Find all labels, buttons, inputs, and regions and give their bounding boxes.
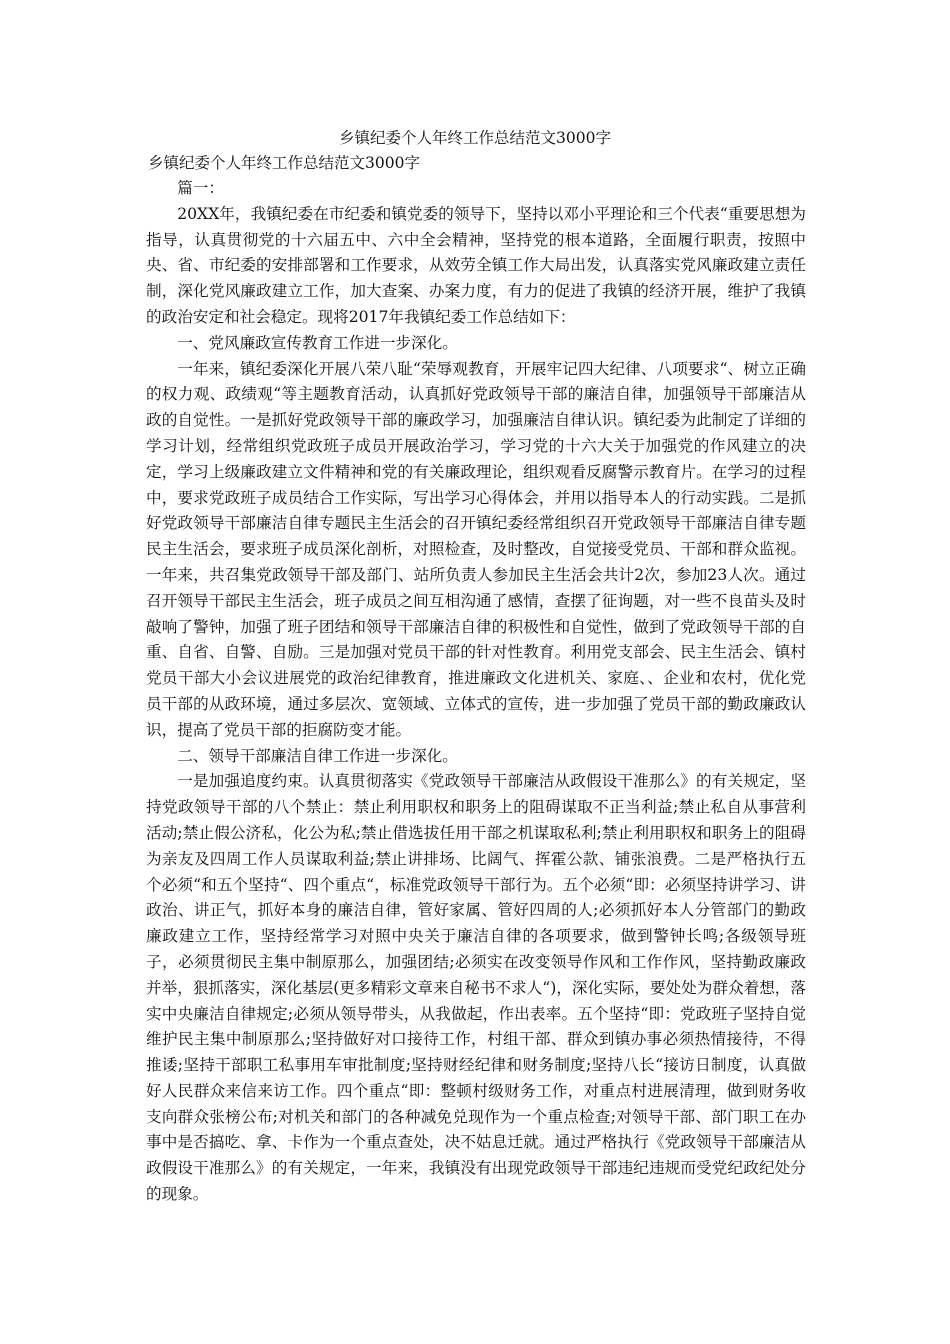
- document-subtitle: 乡镇纪委个人年终工作总结范文3000字: [148, 154, 420, 172]
- paragraph-section-2: 一是加强追度约束。认真贯彻落实《党政领导干部廉洁从政假设干准那么》的有关规定，坚持党政领导干部的八个禁止：禁止利用职权和职务上的阻碍谋取不正当利益;禁止私自从事营利活动;禁止假公济私，化公为私;禁止借选拔任用干部之机谋取私利;禁止利用职权和职务上的阻碍为亲友及四周工作人员谋取利益;禁止讲排场、比阔气、挥霍公款、铺张浪费。二是严格执行五个必须“和五个坚持“、四个重点“，标准党政领导干部行为。五个必须“即：必须坚持讲学习、讲政治、讲正气，抓好本身的廉洁自律，管好家属、管好四周的人;必须抓好本人分管部门的勤政廉政建立工作，坚持经常学习对照中央关于廉洁自律的各项要求，做到警钟长鸣;各级领导班子，必须贯彻民主集中制原那么，加强团结;必须实在改变领导作风和工作作风，坚持勤政廉政并举，狠抓落实，深化基层(更多精彩文章来自秘书不求人“)，深化实际，要处处为群众着想，落实中央廉洁自律规定;必须从领导带头，从我做起，作出表率。五个坚持“即：党政班子坚持自觉维护民主集中制原那么;坚持做好对口接待工作，村组干部、群众到镇办事必须热情接待，不得推诿;坚持干部职工私事用车审批制度;坚持财经纪律和财务制度;坚持八长“接访日制度，认真做好人民群众来信来访工作。四个重点“即：整顿村级财务工作，对重点村进展清理，做到财务收支向群众张榜公布;对机关和部门的各种减免兑现作为一个重点检查;对领导干部、部门职工在办事中是否搞吃、拿、卡作为一个重点查处，决不姑息迁就。通过严格执行《党政领导干部廉洁从政假设干准那么》的有关规定，一年来，我镇没有出现党政领导干部违纪违规而受党纪政纪处分的现象。: [146, 772, 806, 1204]
- paragraph-section-1: 一年来，镇纪委深化开展八荣八耻“荣辱观教育，开展牢记四大纪律、八项要求“、树立正确的权力观、政绩观“等主题教育活动，认真抓好党政领导干部的廉洁自律，加强领导干部廉洁从政的自觉性。一是抓好党政领导干部的廉政学习，加强廉洁自律认识。镇纪委为此制定了详细的学习计划，经常组织党政班子成员开展政治学习，学习党的十六大关于加强党的作风建立的决定，学习上级廉政建立文件精神和党的有关廉政理论，组织观看反腐警示教育片。在学习的过程中，要求党政班子成员结合工作实际，写出学习心得体会，并用以指导本人的行动实践。二是抓好党政领导干部廉洁自律专题民主生活会的召开镇纪委经常组织召开党政领导干部廉洁自律专题民主生活会，要求班子成员深化剖析，对照检查，及时整改，自觉接受党员、干部和群众监视。一年来，共召集党政领导干部及部门、站所负责人参加民主生活会共计2次，参加23人次。通过召开领导干部民主生活会，班子成员之间互相沟通了感情，查摆了征询题，对一些不良苗头及时敲响了警钟，加强了班子团结和领导干部廉洁自律的积极性和自觉性，做到了党政领导干部的自重、自省、自警、自励。三是加强对党员干部的针对性教育。利用党支部会、民主生活会、镇村党员干部大小会议进展党的政治纪律教育，推进廉政文化进机关、家庭、、企业和农村，优化党员干部的从政环境，通过多层次、宽领域、立体式的宣传，进一步加强了党员干部的勤政廉政认识，提高了党员干部的拒腐防变才能。: [146, 359, 806, 739]
- paragraph-intro: 20XX年，我镇纪委在市纪委和镇党委的领导下，坚持以邓小平理论和三个代表“重要思想为指导，认真贯彻党的十六届五中、六中全会精神，坚持党的根本道路，全面履行职责，按照中央、省、市纪委的安排部署和工作要求，从效劳全镇工作大局出发，认真落实党风廉政建立责任制，深化党风廉政建立工作，加大查案、办案力度，有力的促进了我镇的经济开展，维护了我镇的政治安定和社会稳定。现将2017年我镇纪委工作总结如下：: [146, 204, 806, 326]
- document-body: [146, 176, 806, 1208]
- paragraph-label: 篇一：: [177, 179, 224, 197]
- section-heading-1: 一、党风廉政宣传教育工作进一步深化。: [177, 333, 458, 352]
- section-heading-2: 二、领导干部廉洁自律工作进一步深化。: [177, 746, 458, 765]
- document-title: 乡镇纪委个人年终工作总结范文3000字: [339, 129, 611, 147]
